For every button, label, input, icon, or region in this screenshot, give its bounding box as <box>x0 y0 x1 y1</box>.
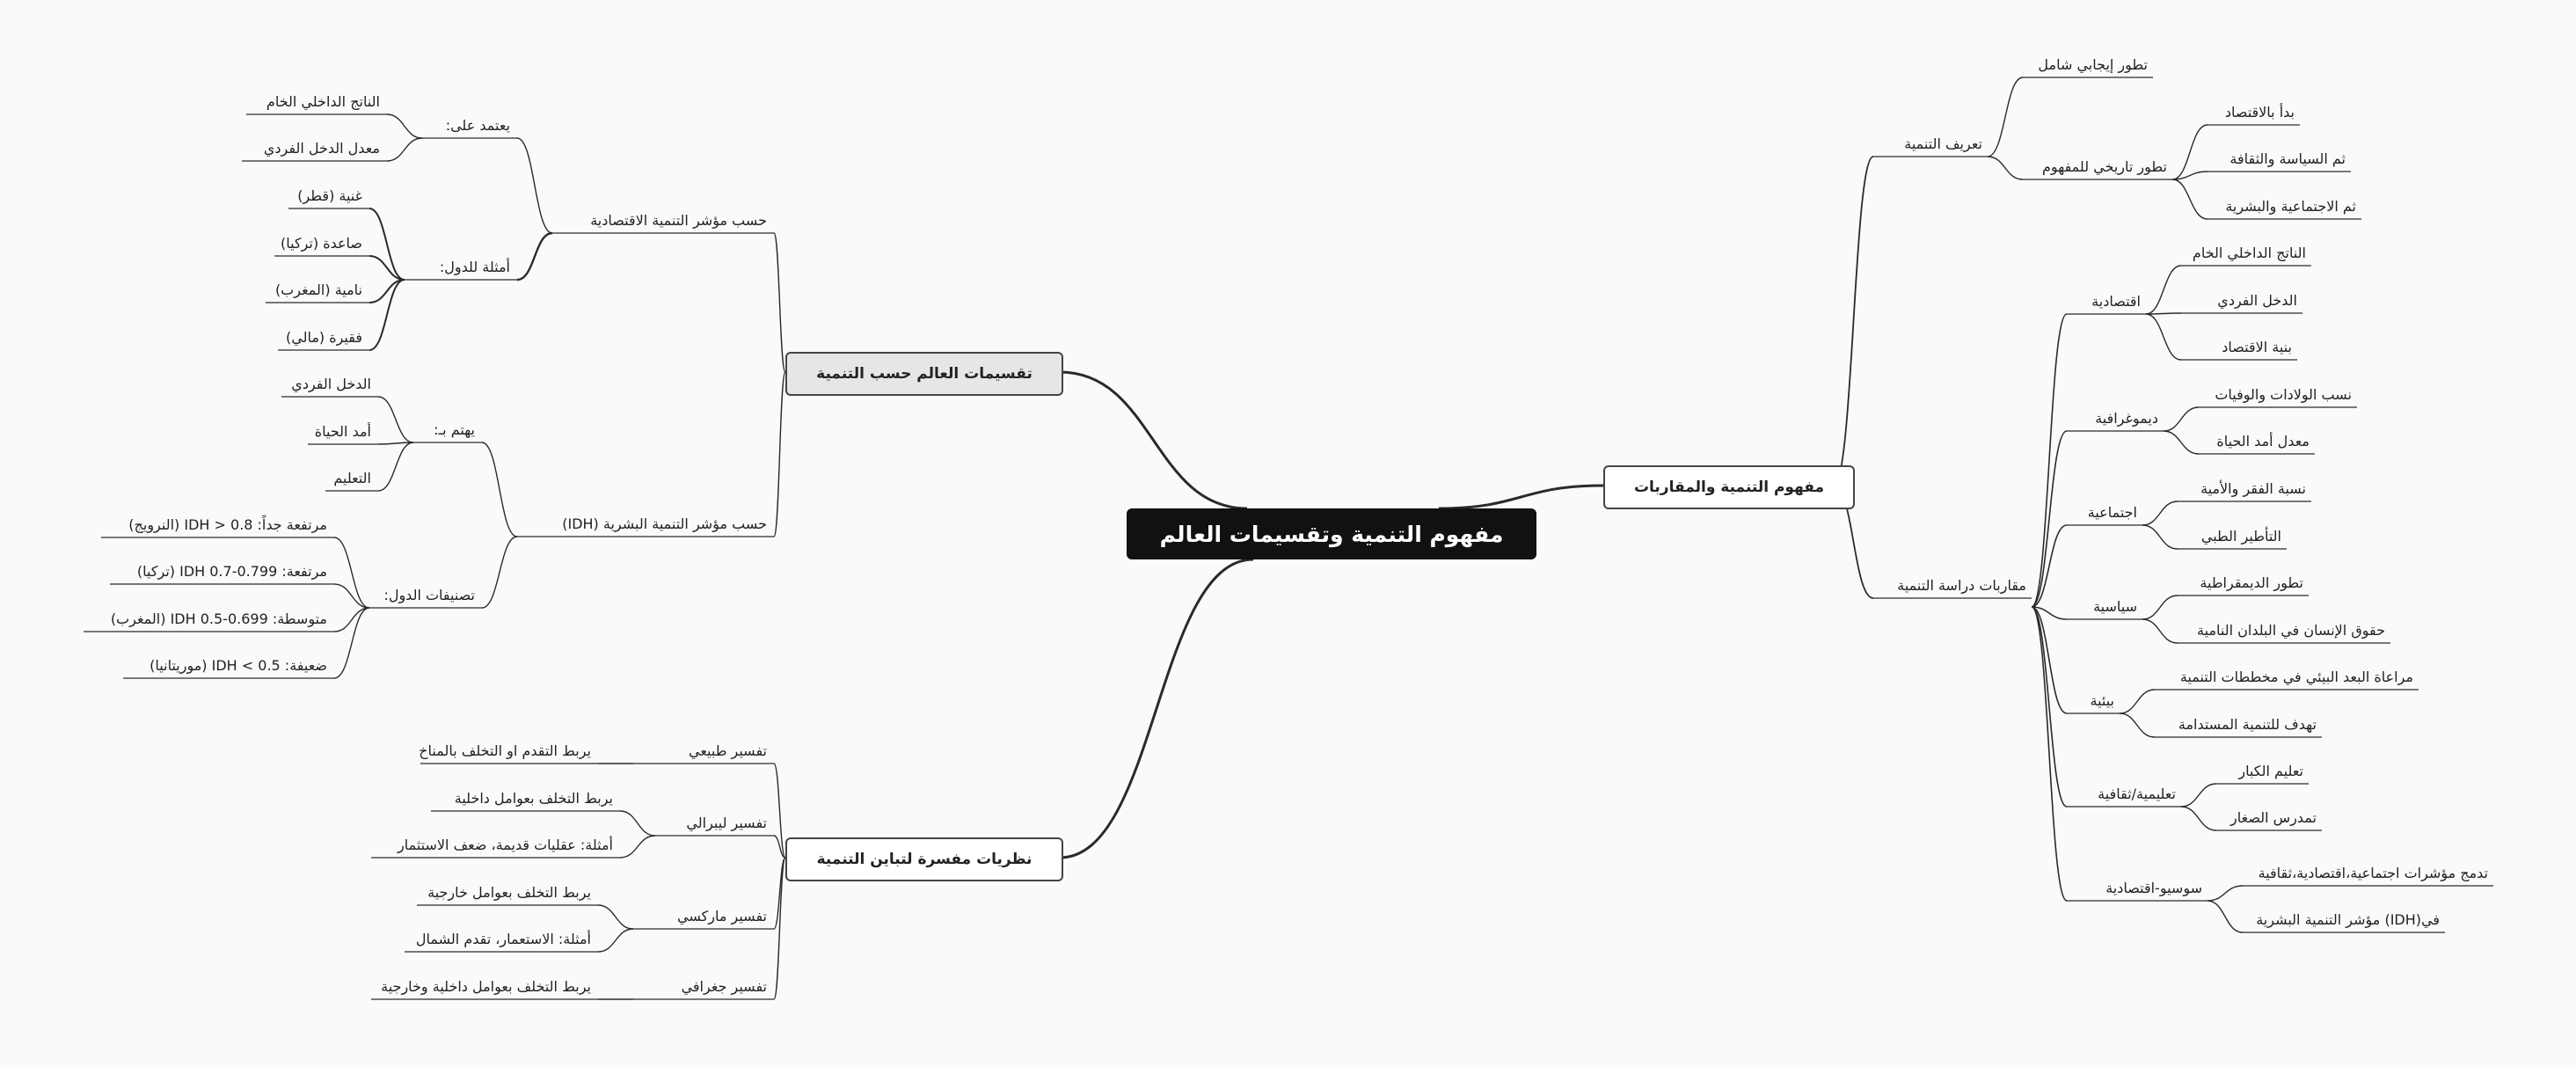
leaf[interactable]: تمدرس الصغار <box>2230 809 2317 826</box>
leaf[interactable]: في(IDH) مؤشر التنمية البشرية <box>2256 911 2440 928</box>
connector <box>2142 619 2178 643</box>
connector <box>378 397 413 442</box>
connector <box>2181 807 2216 830</box>
leaf[interactable]: الدخل الفردي <box>2217 292 2297 309</box>
connector <box>2207 901 2243 932</box>
node-cares[interactable]: يهتم بـ: <box>434 421 475 438</box>
connector <box>2146 266 2181 314</box>
connector <box>2207 886 2243 901</box>
connector-root-divisions <box>1060 372 1247 508</box>
main-topic-divisions[interactable]: تقسيمات العالم حسب التنمية <box>785 352 1063 396</box>
connector <box>774 764 785 858</box>
connector-root-theories <box>1060 559 1253 858</box>
node-approach-group[interactable]: سوسيو-اقتصادية <box>2105 880 2202 896</box>
connector <box>1988 157 2023 179</box>
leaf[interactable]: التأطير الطبي <box>2200 528 2281 544</box>
leaf[interactable]: تعليم الكبار <box>2238 763 2303 779</box>
leaf[interactable]: تطور الديمقراطية <box>2200 574 2303 591</box>
leaf[interactable]: متوسطة: IDH 0.5-0.699 (المغرب) <box>110 610 327 627</box>
connector <box>517 233 552 280</box>
leaf[interactable]: ثم السياسة والثقافة <box>2229 150 2346 167</box>
leaf[interactable]: الناتج الداخلي الخام <box>2192 245 2306 261</box>
node-human[interactable]: حسب مؤشر التنمية البشرية (IDH) <box>562 515 767 532</box>
leaf[interactable]: نامية (المغرب) <box>274 281 362 298</box>
leaf[interactable]: نسب الولادات والوفيات <box>2215 386 2352 403</box>
connector <box>2032 607 2067 807</box>
leaf[interactable]: الدخل الفردي <box>291 376 371 392</box>
leaf[interactable]: فقيرة (مالي) <box>285 329 362 346</box>
node-economic[interactable]: حسب مؤشر التنمية الاقتصادية <box>590 212 767 229</box>
connector <box>2181 784 2216 807</box>
connector <box>2120 713 2155 737</box>
leaf[interactable]: تدمج مؤشرات اجتماعية،اقتصادية،ثقافية <box>2258 865 2488 881</box>
connector <box>774 233 785 372</box>
node-history[interactable]: تطور تاريخي للمفهوم <box>2042 158 2167 175</box>
connector <box>387 138 422 161</box>
main-topic-theories[interactable]: نظريات مفسرة لتباين التنمية <box>785 837 1063 881</box>
leaf[interactable]: تهدف للتنمية المستدامة <box>2178 716 2317 733</box>
connector <box>378 442 413 491</box>
connector <box>2164 431 2199 454</box>
connector <box>2146 314 2181 360</box>
node-relies[interactable]: يعتمد على: <box>445 117 510 134</box>
leaf[interactable]: مراعاة البعد البيئي في مخططات التنمية <box>2179 669 2413 685</box>
connector <box>334 608 369 632</box>
connector <box>2142 525 2178 549</box>
leaf[interactable]: نسبة الفقر والأمية <box>2200 480 2306 497</box>
connector <box>620 836 655 858</box>
connector <box>1988 77 2023 157</box>
connector <box>334 584 369 608</box>
connector <box>1834 157 1873 486</box>
node-approach-group[interactable]: اقتصادية <box>2091 293 2141 310</box>
leaf[interactable]: الناتج الداخلي الخام <box>266 93 380 110</box>
leaf[interactable]: يربط التخلف بعوامل داخلية وخارجية <box>381 978 591 995</box>
leaf[interactable]: ثم الاجتماعية والبشرية <box>2225 198 2356 215</box>
node-theory[interactable]: تفسير طبيعي <box>688 742 767 759</box>
connector <box>2142 596 2178 619</box>
connector <box>517 138 552 233</box>
connector <box>2032 607 2067 713</box>
leaf[interactable]: غنية (قطر) <box>297 187 362 204</box>
connector <box>2172 179 2207 219</box>
leaf[interactable]: أمثلة: الاستعمار، تقدم الشمال <box>415 931 591 947</box>
connector <box>598 905 633 929</box>
leaf[interactable]: التعليم <box>333 470 371 486</box>
leaf[interactable]: بدأ بالاقتصاد <box>2224 104 2295 121</box>
leaf[interactable]: يربط التخلف بعوامل خارجية <box>427 884 591 901</box>
node-approaches[interactable]: مقاربات دراسة التنمية <box>1897 577 2026 594</box>
node-theory[interactable]: تفسير ماركسي <box>677 908 767 924</box>
leaf[interactable]: يربط التخلف بعوامل داخلية <box>454 790 613 807</box>
root-topic[interactable]: مفهوم التنمية وتقسيمات العالم <box>1127 508 1536 559</box>
connector <box>2142 501 2178 525</box>
connector <box>482 537 517 608</box>
node-definition[interactable]: تعريف التنمية <box>1904 135 1982 152</box>
leaf[interactable]: حقوق الإنسان في البلدان النامية <box>2197 622 2385 639</box>
connector <box>2120 690 2155 713</box>
node-theory[interactable]: تفسير ليبرالي <box>686 815 767 831</box>
node-approach-group[interactable]: سياسية <box>2093 598 2137 615</box>
leaf[interactable]: بنية الاقتصاد <box>2222 339 2292 355</box>
leaf[interactable]: أمثلة: عقليات قديمة، ضعف الاستثمار <box>398 837 613 853</box>
leaf[interactable]: مرتفعة جداً: IDH > 0.8 (النرويج) <box>128 516 327 533</box>
node-theory[interactable]: تفسير جغرافي <box>681 978 767 995</box>
connector <box>598 929 633 952</box>
leaf[interactable]: أمد الحياة <box>314 423 371 440</box>
leaf[interactable]: معدل الدخل الفردي <box>263 140 380 157</box>
node-approach-group[interactable]: تعليمية/ثقافية <box>2098 786 2176 802</box>
leaf[interactable]: مرتفعة: IDH 0.7-0.799 (تركيا) <box>136 563 327 580</box>
connector <box>774 372 785 537</box>
connector <box>620 811 655 836</box>
connector <box>2164 407 2199 431</box>
connector-root-concept <box>1439 486 1603 508</box>
leaf[interactable]: معدل أمد الحياة <box>2216 433 2310 449</box>
connector <box>774 858 785 999</box>
connector <box>334 537 369 608</box>
node-approach-group[interactable]: ديموغرافية <box>2095 410 2158 427</box>
node-examples[interactable]: أمثلة للدول: <box>439 259 510 275</box>
connector <box>482 442 517 537</box>
leaf[interactable]: صاعدة (تركيا) <box>281 235 362 252</box>
leaf[interactable]: يربط التقدم او التخلف بالمناخ <box>419 742 591 759</box>
node-approach-group[interactable]: اجتماعية <box>2087 504 2137 521</box>
leaf[interactable]: تطور إيجابي شامل <box>2038 56 2148 73</box>
main-topic-concept[interactable]: مفهوم التنمية والمقاربات <box>1603 465 1855 509</box>
connector <box>2032 607 2067 901</box>
connector <box>334 608 369 678</box>
connector <box>2146 313 2181 314</box>
connector <box>387 114 422 138</box>
leaf[interactable]: ضعيفة: IDH < 0.5 (موريتانيا) <box>150 657 327 674</box>
node-classes[interactable]: تصنيفات الدول: <box>383 587 475 603</box>
node-approach-group[interactable]: بيئية <box>2090 692 2114 709</box>
